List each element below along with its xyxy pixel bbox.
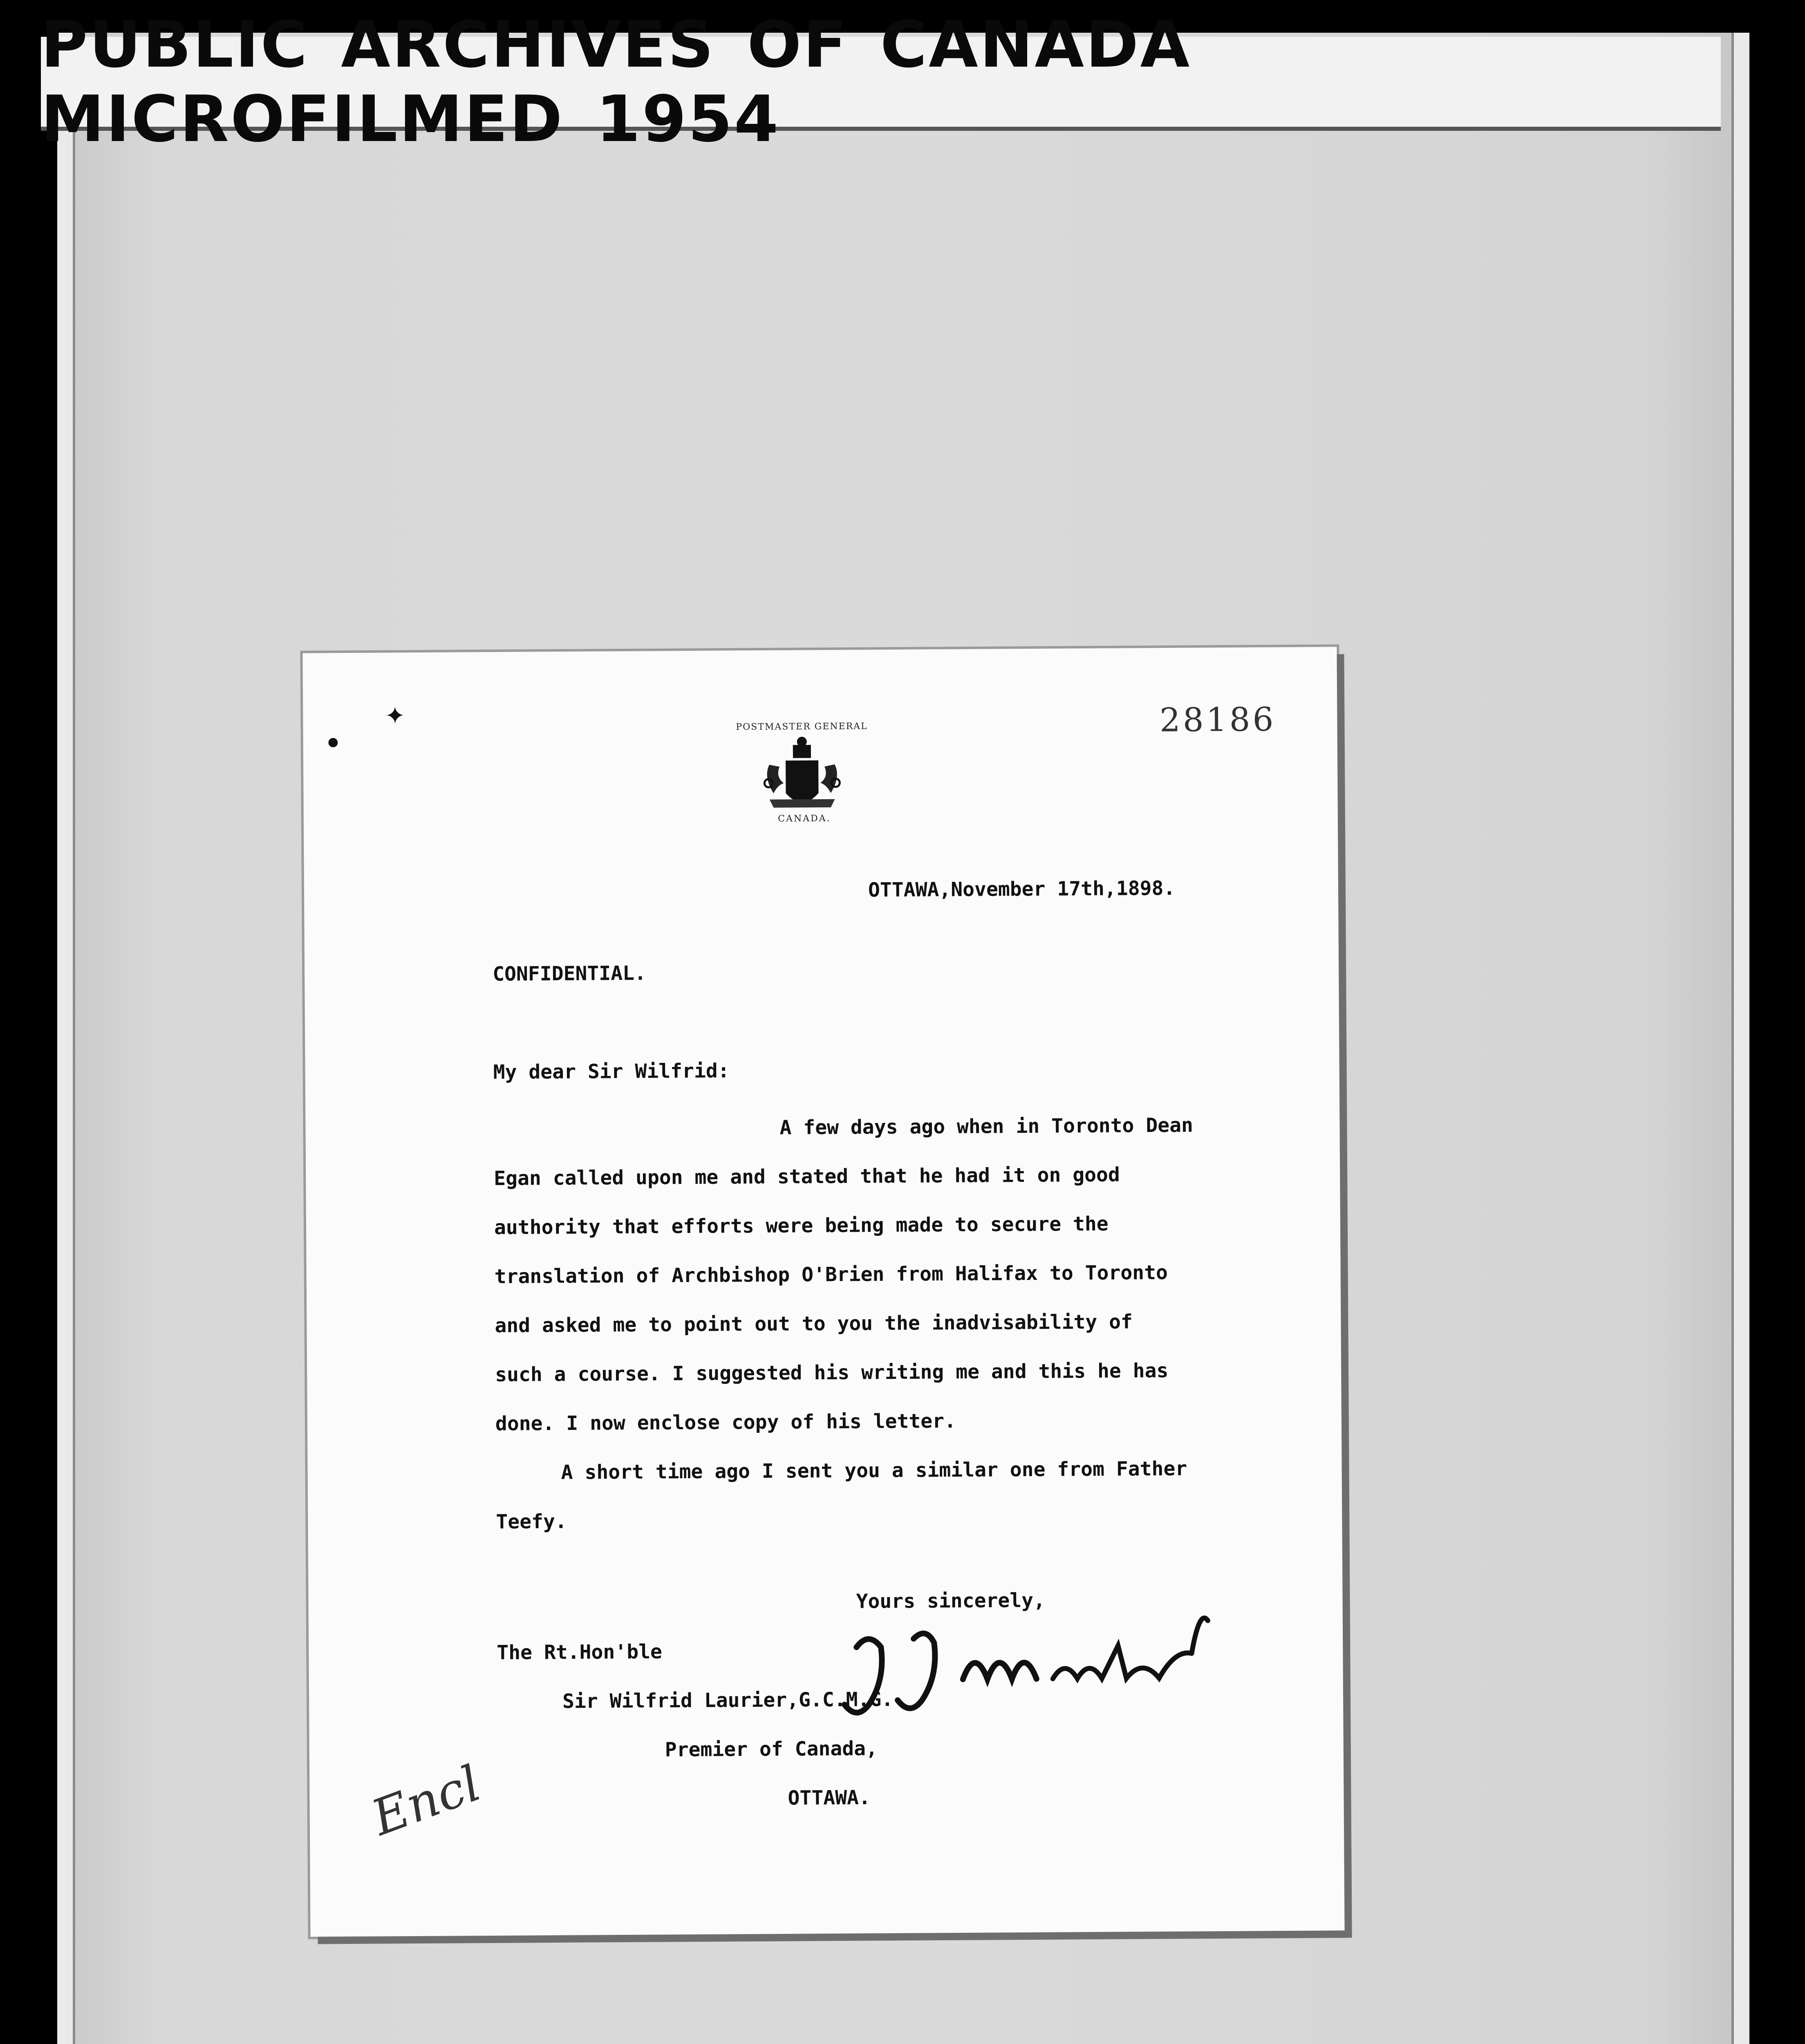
- film-edge-left: [57, 33, 75, 2044]
- body-line: Teefy.: [496, 1510, 567, 1533]
- film-edge-right: [1731, 33, 1749, 2044]
- document-number: 28186: [1159, 700, 1276, 739]
- archive-header-text: PUBLIC ARCHIVES OF CANADA MICROFILMED 1954: [41, 7, 1191, 156]
- crest-top-text: POSTMASTER GENERAL: [736, 721, 868, 733]
- body-line: authority that efforts were being made to secure the: [494, 1212, 1109, 1239]
- archive-header-banner: [41, 7, 1721, 156]
- body-line: such a course. I suggested his writing me and this he has: [495, 1359, 1169, 1386]
- body-line: Egan called upon me and stated that he had it on good: [494, 1163, 1120, 1190]
- address-line: Sir Wilfrid Laurier,G.C.M.G.: [562, 1688, 894, 1713]
- body-line: translation of Archbishop O'Brien from Halifax to Toronto: [494, 1261, 1168, 1288]
- body-line: and asked me to point out to you the inadvisability of: [495, 1310, 1133, 1337]
- closing: Yours sincerely,: [856, 1589, 1046, 1613]
- handwritten-signature: [832, 1596, 1282, 1729]
- address-line: OTTAWA.: [788, 1786, 871, 1810]
- ink-dot: ●: [327, 735, 339, 749]
- address-line: The Rt.Hon'ble: [497, 1640, 663, 1664]
- letter-sheet: [302, 647, 1344, 1936]
- salutation: My dear Sir Wilfrid:: [493, 1059, 730, 1084]
- address-line: Premier of Canada,: [665, 1737, 878, 1762]
- body-line: A short time ago I sent you a similar one from Father: [561, 1457, 1187, 1484]
- body-line: A few days ago when in Toronto Dean: [779, 1114, 1194, 1139]
- dateline: OTTAWA,November 17th,1898.: [868, 876, 1176, 902]
- ink-mark: ✦: [385, 702, 405, 731]
- crest-bottom-text: CANADA.: [778, 813, 831, 824]
- body-line: done. I now enclose copy of his letter.: [495, 1410, 956, 1435]
- confidential-marking: CONFIDENTIAL.: [493, 961, 647, 986]
- handwritten-annotation: Encl: [364, 1755, 488, 1847]
